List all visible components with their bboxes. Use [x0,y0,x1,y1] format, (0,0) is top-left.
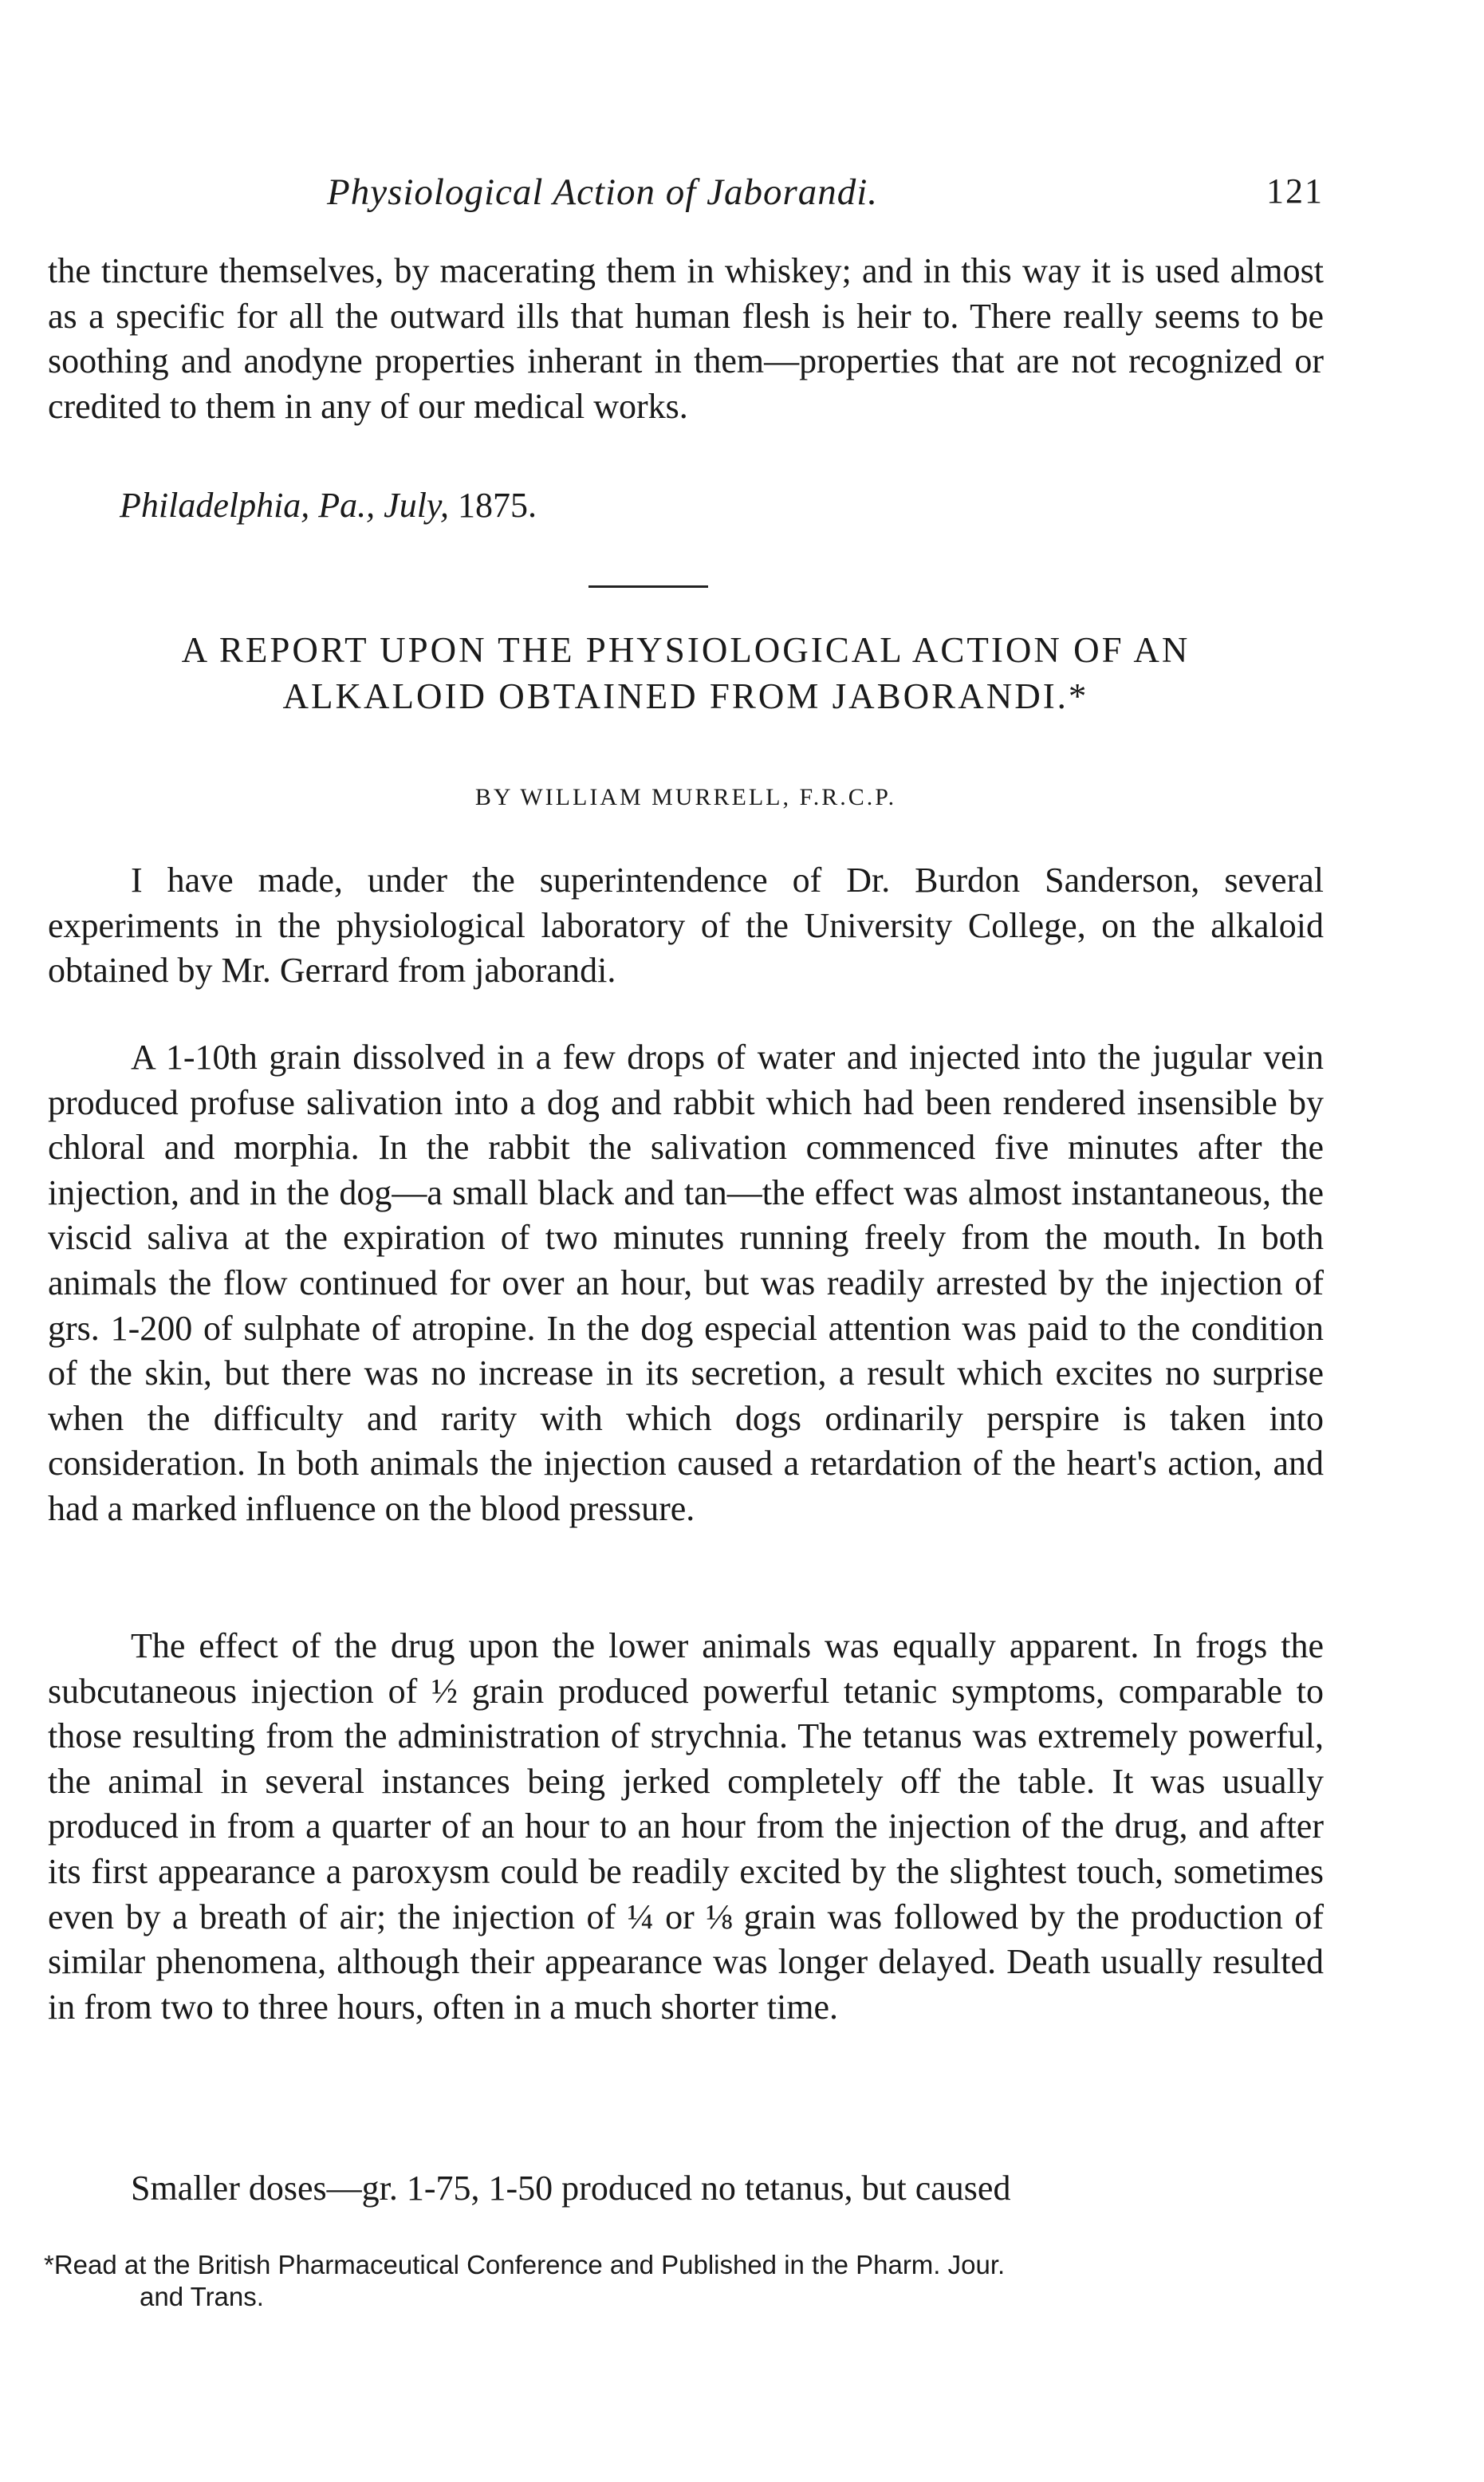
article-paragraph: A 1-10th grain dissolved in a few drops of water and injected into the jugular vein produced profuse salivation into a dog and rabbit which had been rendered insensible by chloral and morphia. In the rabbit the salivation commenced five minutes after the injection, and in the dog—a small black and tan—the effect was almost instantaneous, the viscid saliva at the expiration of two minutes running freely from the mouth. In both animals the flow continued for over an hour, but was readily arrested by the injection of grs. 1-200 of sulphate of atropine. In the dog especial attention was paid to the condition of the skin, but there was no increase in its secretion, a result which excites no surprise when the difficulty and rarity with which dogs ordinarily perspire is taken into consideration. In both animals the injection caused a retardation of the heart's action, and had a marked influence on the blood pressure. [48,1038,1324,1528]
article-byline: BY WILLIAM MURRELL, F.R.C.P. [474,784,897,810]
footnote-line-2: and Trans. [140,2282,264,2311]
continuation-paragraph: the tincture themselves, by macerating them in whiskey; and in this way it is used almost as a specific for all the outward ills that human flesh is heir to. There really seems to be soothing and anodyne properties inherant in them—properties that are not recognized or credited to them in any of our medical works. [48,251,1324,426]
article-paragraph: The effect of the drug upon the lower animals was equally apparent. In frogs the subcutaneous injection of ½ grain produced powerful tetanic symptoms, comparable to those resulting from the administration of strychnia. The tetanus was extremely powerful, the animal in several instances being jerked completely off the table. It was usually produced in from a quarter of an hour to an hour from the injection of the drug, and after its first appearance a paroxysm could be readily excited by the slightest touch, sometimes even by a breath of air; the injection of ¼ or ⅛ grain was followed by the production of similar phenomena, although their appearance was longer delayed. Death usually resulted in from two to three hours, often in a much shorter time. [48,1626,1324,2027]
article-paragraph-2-block [48,1035,1324,1532]
running-title: Physiological Action of Jaborandi. [327,171,879,213]
article-title-line-1: A REPORT UPON THE PHYSIOLOGICAL ACTION OF AN [181,630,1191,670]
page-number: 121 [1266,171,1324,211]
footnote-line-1: *Read at the British Pharmaceutical Conference and Published in the Pharm. Jour. [44,2250,1006,2279]
article-title [48,627,1324,719]
signoff-year: 1875. [458,486,537,525]
section-divider [588,585,708,588]
article-paragraph: I have made, under the superintendence of Dr. Burdon Sanderson, several experiments in the physiological laboratory of the University College, on the alkaloid obtained by Mr. Gerrard from jaborandi. [48,861,1324,991]
article-paragraph: Smaller doses—gr. 1-75, 1-50 produced no tetanus, but caused [131,2169,1011,2208]
signoff-place: Philadelphia, Pa., July, [120,486,450,525]
article-paragraph-1-block [48,858,1324,994]
article-title-line-2: ALKALOID OBTAINED FROM JABORANDI.* [282,676,1089,716]
footnote [44,2249,1336,2313]
article-paragraph-3-block [48,1624,1324,2030]
continuation-text-block [48,249,1324,429]
signoff [120,483,537,528]
article-paragraph-4-block [48,2166,1324,2212]
page-header [48,171,1324,227]
